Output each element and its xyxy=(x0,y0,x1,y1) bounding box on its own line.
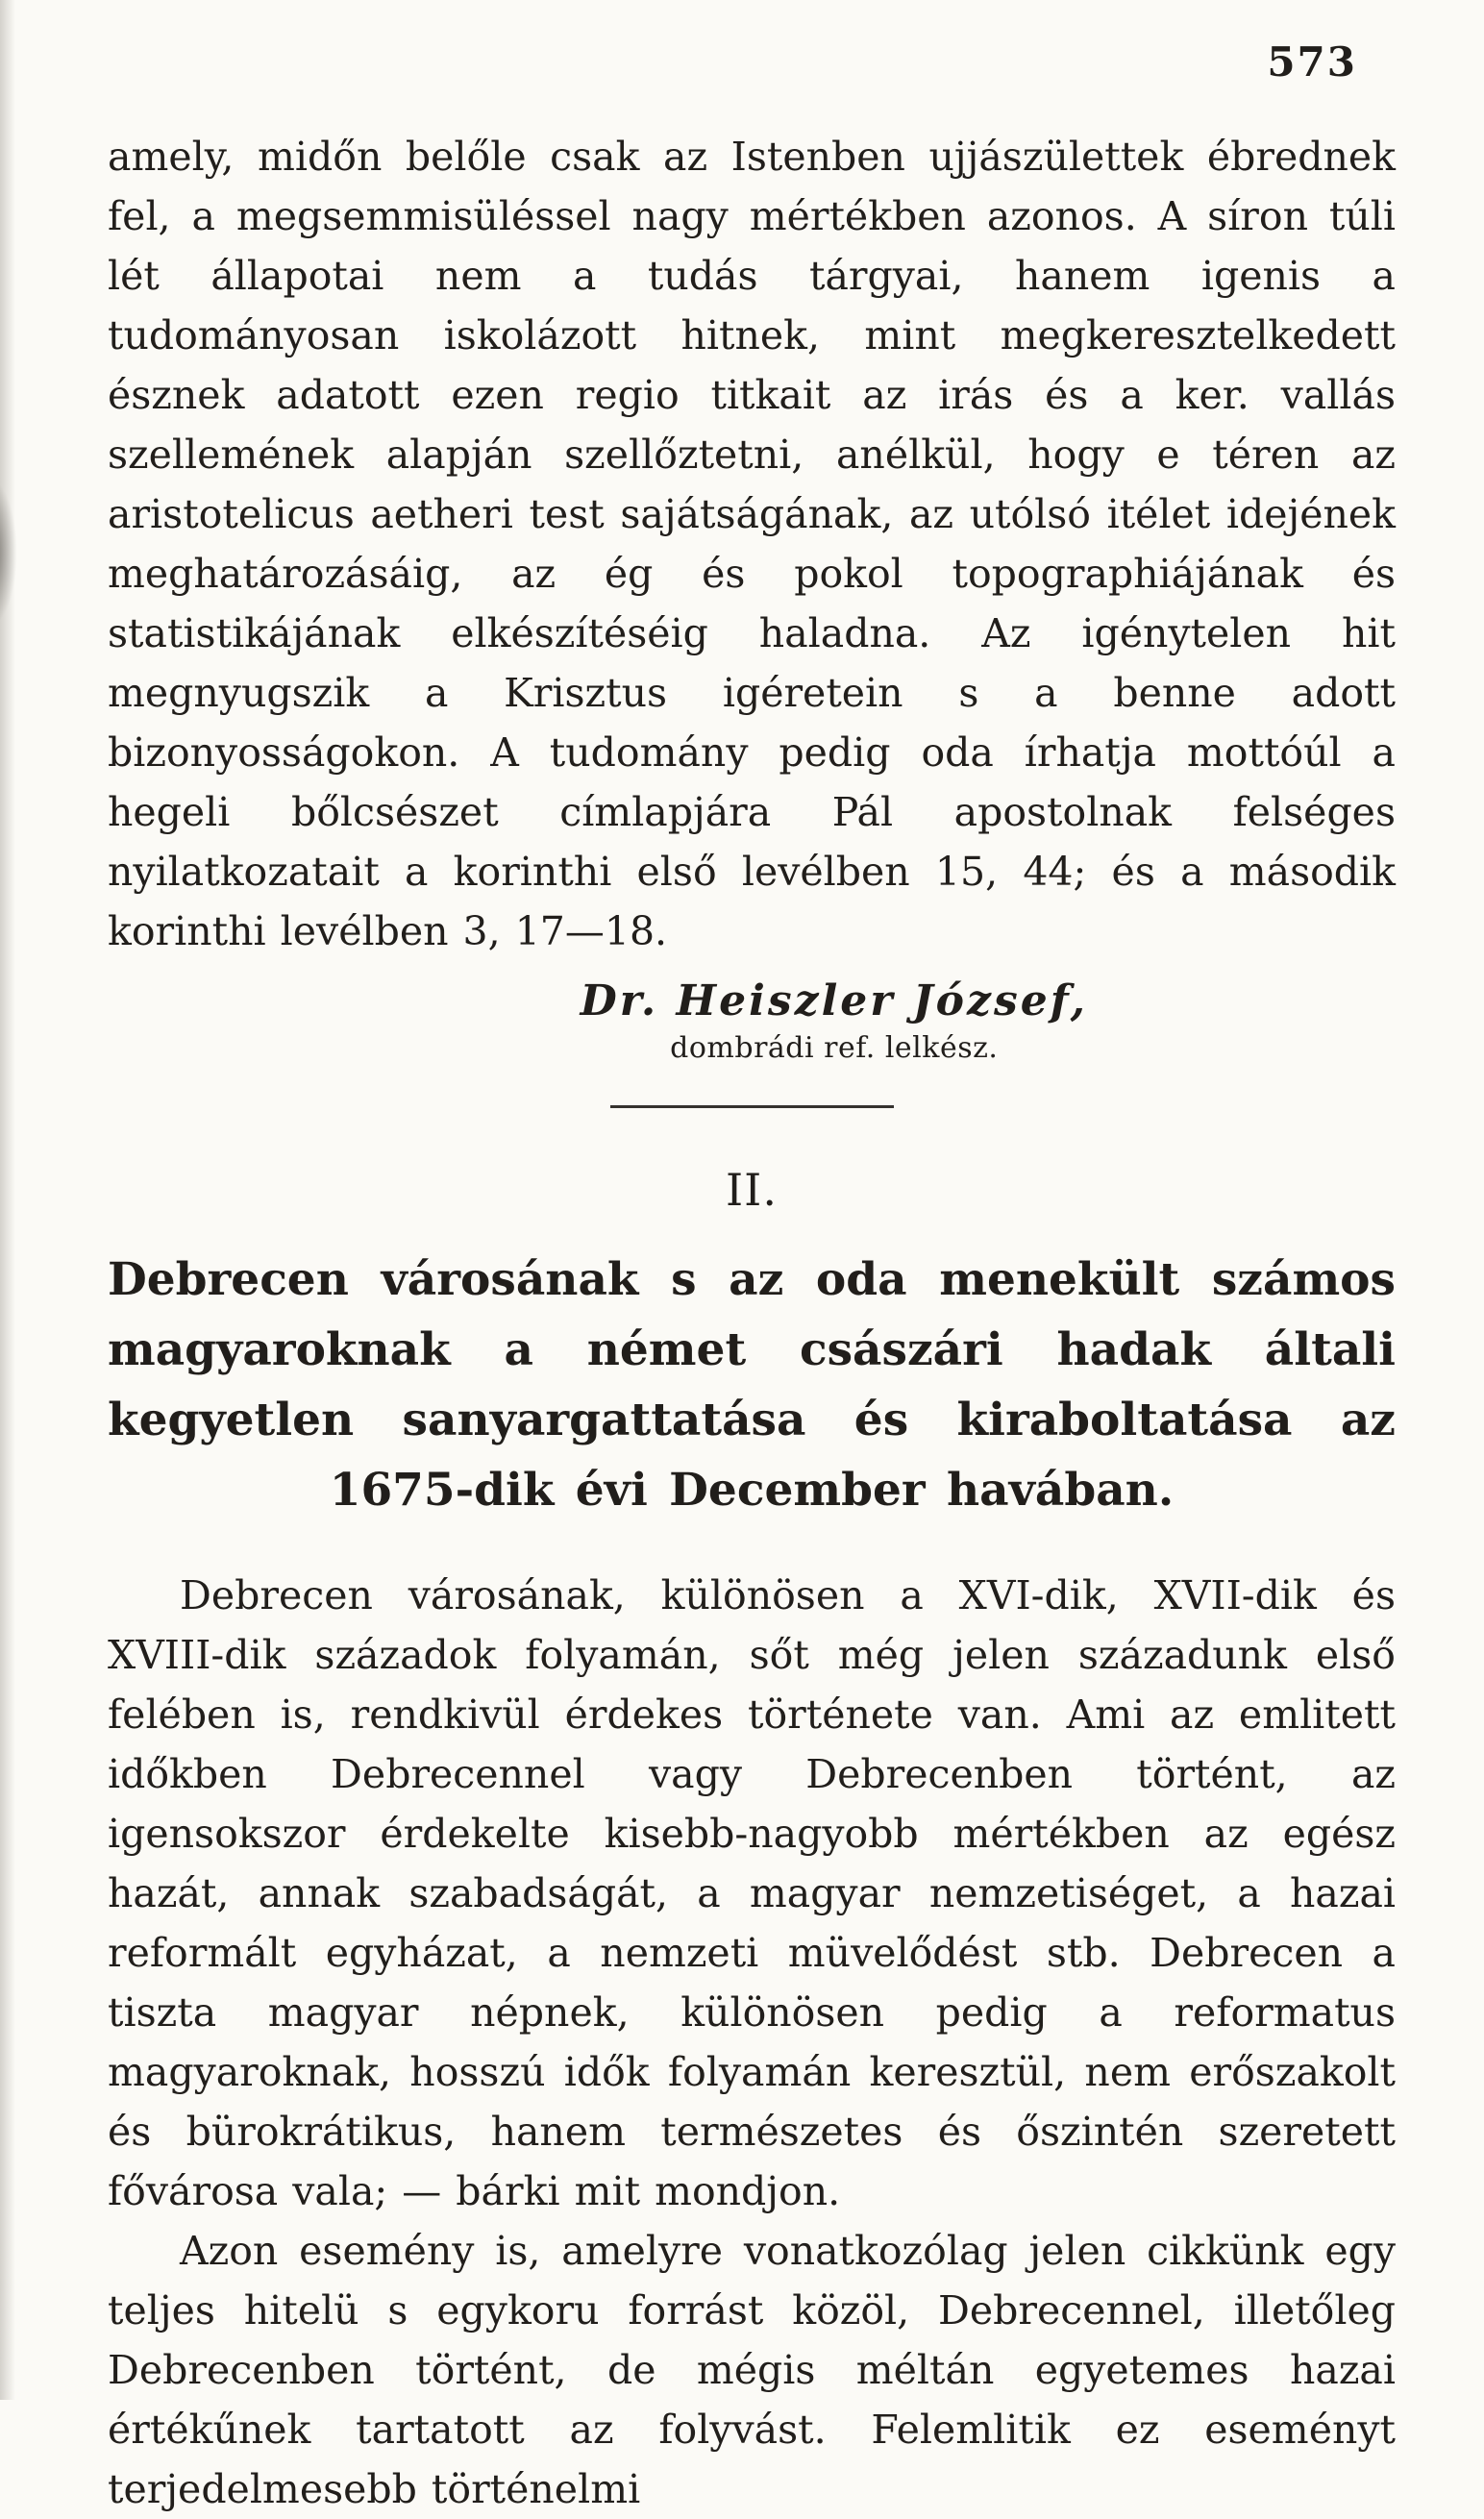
signature-block xyxy=(581,976,1088,1065)
section-divider xyxy=(610,1105,894,1108)
signature-name: Dr. Heiszler József, xyxy=(580,976,1088,1025)
page-number: 573 xyxy=(1267,38,1357,86)
signature-title: dombrádi ref. lelkész. xyxy=(670,1031,999,1065)
paragraph-3: Azon esemény is, amelyre vonatkozólag jelen cikkünk egy teljes hitelü s egykoru forrást közöl, Debrecennel, illetőleg Debrecenben történt, de mégis méltán egyetemes hazai értékűnek tartatott az folyvást. Felemlitik ez eseményt terjedelmesebb történelmi xyxy=(108,2228,1396,2512)
paragraph-1: amely, midőn belőle csak az Istenben ujjászülettek ébrednek fel, a megsemmisüléssel nagy mértékben azonos. A síron túli lét állapotai nem a tudás tárgyai, hanem igenis a tudományosan iskolázott hitnek, mint megkeresztelkedett észnek adatott ezen regio titkait az irás és a ker. vallás szellemének alapján szellőztetni, anélkül, hogy e téren az aristotelicus aetheri test sajátságának, az utólsó itélet idejének meghatározásáig, az ég és pokol topographiájának és statistikájának elkészítéséig haladna. Az igénytelen hit megnyugszik a Krisztus igéretein s a benne adott bizonyosságokon. A tudomány pedig oda írhatja mottóúl a hegeli bőlcsészet címlapjára Pál apostolnak felséges nyilatkozatait a korinthi első levélben 15, 44; és a második korinthi levélben 3, 17—18. xyxy=(108,134,1396,954)
section-title: Debrecen városának s az oda menekült számos magyaroknak a német császári hadak általi kegyetlen sanyargattatása és kiraboltatása az 1675-dik évi December havában. xyxy=(108,1253,1396,1517)
section-number: II. xyxy=(726,1164,778,1216)
paragraph-2: Debrecen városának, különösen a XVI-dik, XVII-dik és XVIII-dik századok folyamán, sőt még jelen századunk első felében is, rendkivül érdekes története van. Ami az emlitett időkben Debrecennel vagy Debrecenben történt, az igensokszor érdekelte kisebb-nagyobb mértékben az egész hazát, annak szabadságát, a magyar nemzetiséget, a hazai reformált egyházat, a nemzeti müvelődést stb. Debrecen a tiszta magyar népnek, különösen pedig a reformatus magyaroknak, hosszú idők folyamán keresztül, nem erőszakolt és bürokrátikus, hanem természetes és őszintén szeretett fővárosa vala; — bárki mit mondjon. xyxy=(108,1572,1396,2214)
